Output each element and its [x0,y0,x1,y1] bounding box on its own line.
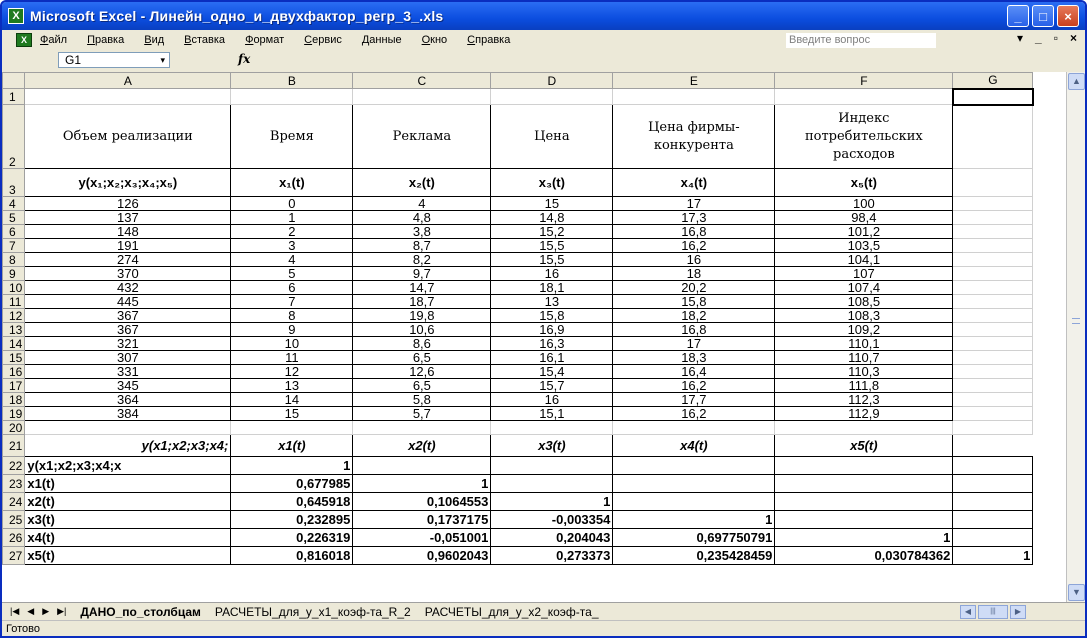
horizontal-scrollbar[interactable] [960,605,1065,619]
column-header-e[interactable]: E [613,73,775,89]
row-header[interactable]: 9 [3,267,25,281]
data-cell[interactable]: 112,3 [775,393,953,407]
data-cell[interactable]: 15,8 [491,309,613,323]
vertical-scrollbar[interactable] [1066,72,1085,602]
corr-label-cell[interactable]: x2(t) [25,493,231,511]
data-cell[interactable]: 17 [613,197,775,211]
row-header[interactable]: 19 [3,407,25,421]
header-cell[interactable]: Время [231,105,353,169]
data-cell[interactable]: 3 [231,239,353,253]
cell[interactable] [953,253,1033,267]
table-row [3,351,1033,365]
maximize-button[interactable]: □ [1032,5,1054,27]
data-cell[interactable]: 16,1 [491,351,613,365]
menu-format[interactable]: Формат [245,34,285,46]
table-row [3,323,1033,337]
header-cell[interactable]: Объем реализации [25,105,231,169]
menu-tools[interactable]: Сервис [304,34,342,46]
data-cell[interactable]: 15,5 [491,239,613,253]
table-row [3,239,1033,253]
corr-value-cell[interactable]: -0,003354 [491,511,613,529]
last-sheet-icon[interactable]: ▶| [57,606,67,616]
row-header[interactable]: 27 [3,547,25,565]
data-cell[interactable]: 15,8 [613,295,775,309]
selected-cell-g1[interactable] [953,89,1033,105]
table-row [3,547,1033,565]
corr-value-cell[interactable]: 0,677985 [231,475,353,493]
status-bar: Готово [2,620,1085,638]
row-header[interactable]: 24 [3,493,25,511]
table-row [3,225,1033,239]
data-cell[interactable]: 101,2 [775,225,953,239]
cell[interactable] [953,323,1033,337]
row-header[interactable]: 12 [3,309,25,323]
cell[interactable] [953,105,1033,169]
data-cell[interactable]: 2 [231,225,353,239]
data-cell[interactable]: 8,2 [353,253,491,267]
data-cell[interactable]: 17,3 [613,211,775,225]
cell[interactable] [953,337,1033,351]
corr-value-cell[interactable]: 0,226319 [231,529,353,547]
corr-value-cell[interactable] [953,475,1033,493]
corr-label-cell[interactable]: x5(t) [25,547,231,565]
sheet-tab-raschety-x1[interactable]: РАСЧЕТЫ_для_y_x1_коэф-та_R_2 [214,604,411,619]
corr-header-cell[interactable]: x2(t) [353,435,491,457]
corr-value-cell[interactable]: 0,235428459 [613,547,775,565]
data-cell[interactable]: 191 [25,239,231,253]
data-cell[interactable]: 4 [353,197,491,211]
cell[interactable] [953,211,1033,225]
data-cell[interactable]: 3,8 [353,225,491,239]
corr-value-cell[interactable]: 1 [613,511,775,529]
corr-value-cell[interactable] [613,493,775,511]
workbook-icon[interactable]: X [16,33,32,47]
table-row [3,337,1033,351]
data-cell[interactable]: 432 [25,281,231,295]
corr-value-cell[interactable]: 1 [491,493,613,511]
data-cell[interactable]: 0 [231,197,353,211]
data-cell[interactable]: 367 [25,309,231,323]
menu-view[interactable]: Вид [144,34,165,46]
prev-sheet-icon[interactable]: ◀ [27,606,35,616]
data-cell[interactable]: 16,8 [613,225,775,239]
data-cell[interactable]: 20,2 [613,281,775,295]
data-cell[interactable]: 110,3 [775,365,953,379]
data-cell[interactable]: 98,4 [775,211,953,225]
row-header[interactable]: 25 [3,511,25,529]
data-cell[interactable]: 5,8 [353,393,491,407]
cell[interactable] [775,421,953,435]
row-header[interactable]: 7 [3,239,25,253]
data-cell[interactable]: 110,1 [775,337,953,351]
corr-value-cell[interactable]: 0,204043 [491,529,613,547]
data-cell[interactable]: 8 [231,309,353,323]
data-cell[interactable]: 110,7 [775,351,953,365]
cell[interactable] [353,421,491,435]
fx-icon[interactable]: fx [238,52,251,66]
corr-header-cell[interactable]: y(x1;x2;x3;x4; [25,435,231,457]
data-cell[interactable]: 15,1 [491,407,613,421]
minimize-button[interactable]: _ [1007,5,1029,27]
corr-value-cell[interactable] [613,475,775,493]
data-cell[interactable]: 16,3 [491,337,613,351]
data-cell[interactable]: 17,7 [613,393,775,407]
corr-value-cell[interactable]: 0,273373 [491,547,613,565]
data-cell[interactable]: 17 [613,337,775,351]
cell[interactable] [231,89,353,105]
table-row [3,253,1033,267]
doc-minimize-button[interactable]: _ [1035,31,1042,45]
data-cell[interactable]: 364 [25,393,231,407]
table-row [3,365,1033,379]
data-cell[interactable]: 18,3 [613,351,775,365]
data-cell[interactable]: 14,8 [491,211,613,225]
cell[interactable] [25,421,231,435]
cell[interactable] [953,421,1033,435]
next-sheet-icon[interactable]: ▶ [42,606,50,616]
row-header[interactable]: 10 [3,281,25,295]
corr-value-cell[interactable] [953,457,1033,475]
table-row [3,267,1033,281]
table-row [3,309,1033,323]
table-row [3,281,1033,295]
data-cell[interactable]: 12,6 [353,365,491,379]
first-sheet-icon[interactable]: |◀ [10,606,20,616]
data-cell[interactable]: 8,6 [353,337,491,351]
corr-value-cell[interactable]: 0,1737175 [353,511,491,529]
name-box-value: G1 [65,53,82,67]
corr-value-cell[interactable] [953,529,1033,547]
cell[interactable] [953,267,1033,281]
table-row [3,211,1033,225]
cell[interactable] [953,351,1033,365]
cell[interactable] [953,309,1033,323]
name-box[interactable] [58,52,170,68]
data-cell[interactable]: 274 [25,253,231,267]
data-cell[interactable]: 137 [25,211,231,225]
data-cell[interactable]: 345 [25,379,231,393]
data-cell[interactable]: 5,7 [353,407,491,421]
corr-value-cell[interactable] [353,457,491,475]
name-box-dropdown-icon[interactable]: ▾ [160,55,165,65]
data-cell[interactable]: 14,7 [353,281,491,295]
data-cell[interactable]: 107,4 [775,281,953,295]
variable-cell[interactable]: x₄(t) [613,169,775,197]
data-cell[interactable]: 18,2 [613,309,775,323]
row-header[interactable]: 11 [3,295,25,309]
data-cell[interactable]: 18,1 [491,281,613,295]
corr-header-cell[interactable]: x1(t) [231,435,353,457]
header-cell[interactable]: Цена фирмы-конкурента [613,105,775,169]
doc-restore-button[interactable]: ▫ [1053,31,1058,45]
data-cell[interactable]: 12 [231,365,353,379]
cell[interactable] [953,281,1033,295]
column-header-d[interactable]: D [491,73,613,89]
corr-value-cell[interactable] [775,493,953,511]
cell[interactable] [775,89,953,105]
tab-navigation [10,606,66,617]
cell[interactable] [953,393,1033,407]
column-header-g[interactable]: G [953,73,1033,89]
document-controls [1017,31,1077,45]
data-cell[interactable]: 16,9 [491,323,613,337]
data-cell[interactable]: 13 [231,379,353,393]
row-header[interactable]: 2 [3,105,25,169]
data-cell[interactable]: 15,4 [491,365,613,379]
data-cell[interactable]: 331 [25,365,231,379]
data-cell[interactable]: 13 [491,295,613,309]
data-cell[interactable]: 370 [25,267,231,281]
data-cell[interactable]: 6,5 [353,351,491,365]
data-cell[interactable]: 15 [491,197,613,211]
header-cell[interactable]: Реклама [353,105,491,169]
window-title: Microsoft Excel - Линейн_одно_и_двухфактор_регр_3_.xls [30,8,444,24]
variable-cell[interactable]: x₂(t) [353,169,491,197]
row-header[interactable]: 21 [3,435,25,457]
data-cell[interactable]: 307 [25,351,231,365]
row-header[interactable]: 17 [3,379,25,393]
row-header[interactable]: 8 [3,253,25,267]
title-bar [2,2,1085,30]
table-row [3,457,1033,475]
header-cell[interactable]: Индекс потребительских расходов [775,105,953,169]
menu-help[interactable]: Справка [467,34,511,46]
row-header[interactable]: 13 [3,323,25,337]
menu-edit[interactable]: Правка [87,34,125,46]
variable-cell[interactable]: x₅(t) [775,169,953,197]
row-header[interactable]: 6 [3,225,25,239]
cell[interactable] [953,379,1033,393]
cell[interactable] [613,421,775,435]
cell[interactable] [953,407,1033,421]
data-cell[interactable]: 321 [25,337,231,351]
corr-value-cell[interactable]: 0,232895 [231,511,353,529]
sheet-tab-raschety-x2[interactable]: РАСЧЕТЫ_для_y_x2_коэф-та_ [424,604,599,619]
data-cell[interactable]: 18 [613,267,775,281]
help-question-input[interactable]: Введите вопрос [786,33,936,48]
cell[interactable] [953,295,1033,309]
corr-label-cell[interactable]: y(x1;x2;x3;x4;x [25,457,231,475]
row-header[interactable]: 20 [3,421,25,435]
data-cell[interactable]: 16,2 [613,379,775,393]
data-cell[interactable]: 9,7 [353,267,491,281]
table-row [3,475,1033,493]
sheet-tabs-bar [2,602,1085,620]
data-cell[interactable]: 6,5 [353,379,491,393]
corr-header-cell[interactable]: x5(t) [775,435,953,457]
variable-cell[interactable]: x₃(t) [491,169,613,197]
corr-value-cell[interactable]: 1 [953,547,1033,565]
data-cell[interactable]: 9 [231,323,353,337]
cell[interactable] [231,421,353,435]
menu-bar [2,30,1085,50]
data-cell[interactable]: 148 [25,225,231,239]
data-cell[interactable]: 104,1 [775,253,953,267]
scroll-up-button[interactable]: ▲ [1068,73,1085,90]
cell[interactable] [953,169,1033,197]
cell[interactable] [613,89,775,105]
variable-cell[interactable]: x₁(t) [231,169,353,197]
row-header[interactable]: 1 [3,89,25,105]
row-header[interactable]: 26 [3,529,25,547]
cell[interactable] [491,89,613,105]
sheet-tab-dano[interactable]: ДАНО_по_столбцам [80,604,201,619]
data-cell[interactable]: 15,7 [491,379,613,393]
row-header[interactable]: 16 [3,365,25,379]
table-row [3,393,1033,407]
formula-bar [2,50,1085,70]
excel-app-icon[interactable]: X [8,8,24,24]
close-button[interactable]: × [1057,5,1079,27]
corr-value-cell[interactable] [775,511,953,529]
corr-value-cell[interactable]: 0,816018 [231,547,353,565]
data-cell[interactable]: 111,8 [775,379,953,393]
doc-close-button[interactable]: × [1069,31,1077,45]
column-header-c[interactable]: C [353,73,491,89]
corr-value-cell[interactable]: -0,051001 [353,529,491,547]
data-cell[interactable]: 5 [231,267,353,281]
cell[interactable] [953,239,1033,253]
data-cell[interactable]: 15 [231,407,353,421]
scroll-right-button[interactable]: ▶ [1010,605,1026,619]
data-cell[interactable]: 16,4 [613,365,775,379]
row-header[interactable]: 23 [3,475,25,493]
corr-value-cell[interactable] [953,493,1033,511]
table-row [3,379,1033,393]
cell[interactable] [491,421,613,435]
corr-value-cell[interactable] [491,457,613,475]
corr-label-cell[interactable]: x4(t) [25,529,231,547]
data-cell[interactable]: 4,8 [353,211,491,225]
scroll-down-button[interactable]: ▼ [1068,584,1085,601]
corr-label-cell[interactable]: x3(t) [25,511,231,529]
horizontal-scroll-thumb[interactable]: ||| [978,605,1008,619]
corr-value-cell[interactable]: 1 [775,529,953,547]
menu-file[interactable]: Файл [40,34,68,46]
row-header[interactable]: 5 [3,211,25,225]
help-dropdown-icon[interactable]: ▾ [1017,31,1024,45]
data-cell[interactable]: 15,5 [491,253,613,267]
column-header-a[interactable]: A [25,73,231,89]
data-cell[interactable]: 1 [231,211,353,225]
row-header[interactable]: 15 [3,351,25,365]
corr-header-cell[interactable]: x4(t) [613,435,775,457]
corr-value-cell[interactable]: 0,9602043 [353,547,491,565]
row-header[interactable]: 3 [3,169,25,197]
worksheet-grid[interactable] [2,72,1085,602]
data-cell[interactable]: 10 [231,337,353,351]
corr-value-cell[interactable]: 0,645918 [231,493,353,511]
data-cell[interactable]: 14 [231,393,353,407]
window-controls [1007,5,1079,27]
data-cell[interactable]: 18,7 [353,295,491,309]
corr-value-cell[interactable]: 0,697750791 [613,529,775,547]
data-cell[interactable]: 15,2 [491,225,613,239]
data-cell[interactable]: 109,2 [775,323,953,337]
cell[interactable] [953,225,1033,239]
row-header[interactable]: 22 [3,457,25,475]
corr-value-cell[interactable] [775,457,953,475]
corr-value-cell[interactable]: 1 [353,475,491,493]
select-all-corner[interactable] [3,73,25,89]
menu-data[interactable]: Данные [361,34,402,46]
table-row [3,407,1033,421]
table-row [3,529,1033,547]
data-cell[interactable]: 16,8 [613,323,775,337]
data-cell[interactable]: 16 [491,393,613,407]
data-cell[interactable]: 8,7 [353,239,491,253]
data-cell[interactable]: 11 [231,351,353,365]
data-cell[interactable]: 108,5 [775,295,953,309]
scroll-left-button[interactable]: ◀ [960,605,976,619]
column-header-f[interactable]: F [775,73,953,89]
data-cell[interactable]: 4 [231,253,353,267]
menu-insert[interactable]: Вставка [184,34,226,46]
row-header[interactable]: 18 [3,393,25,407]
corr-value-cell[interactable]: 0,030784362 [775,547,953,565]
data-cell[interactable]: 7 [231,295,353,309]
column-header-b[interactable]: B [231,73,353,89]
data-cell[interactable]: 126 [25,197,231,211]
corr-value-cell[interactable] [775,475,953,493]
cell[interactable] [25,89,231,105]
data-cell[interactable]: 107 [775,267,953,281]
row-header[interactable]: 4 [3,197,25,211]
corr-value-cell[interactable] [613,457,775,475]
data-cell[interactable]: 16 [613,253,775,267]
data-cell[interactable]: 108,3 [775,309,953,323]
data-cell[interactable]: 445 [25,295,231,309]
corr-value-cell[interactable]: 1 [231,457,353,475]
table-row [3,295,1033,309]
corr-value-cell[interactable]: 0,1064553 [353,493,491,511]
data-cell[interactable]: 16,2 [613,407,775,421]
data-cell[interactable]: 384 [25,407,231,421]
scroll-thumb-grip-icon[interactable] [1072,318,1080,324]
corr-value-cell[interactable] [953,511,1033,529]
data-cell[interactable]: 100 [775,197,953,211]
sheet-table [2,72,1034,565]
data-cell[interactable]: 16 [491,267,613,281]
table-row [3,493,1033,511]
data-cell[interactable]: 16,2 [613,239,775,253]
data-cell[interactable]: 367 [25,323,231,337]
data-cell[interactable]: 112,9 [775,407,953,421]
table-row [3,511,1033,529]
header-cell[interactable]: Цена [491,105,613,169]
corr-label-cell[interactable]: x1(t) [25,475,231,493]
corr-header-cell[interactable]: x3(t) [491,435,613,457]
variable-cell[interactable]: y(x₁;x₂;x₃;x₄;x₅) [25,169,231,197]
row-header[interactable]: 14 [3,337,25,351]
cell[interactable] [353,89,491,105]
data-cell[interactable]: 19,8 [353,309,491,323]
cell[interactable] [953,365,1033,379]
data-cell[interactable]: 103,5 [775,239,953,253]
corr-value-cell[interactable] [491,475,613,493]
data-cell[interactable]: 10,6 [353,323,491,337]
data-cell[interactable]: 6 [231,281,353,295]
cell[interactable] [953,197,1033,211]
menu-window[interactable]: Окно [421,34,448,46]
table-row [3,197,1033,211]
